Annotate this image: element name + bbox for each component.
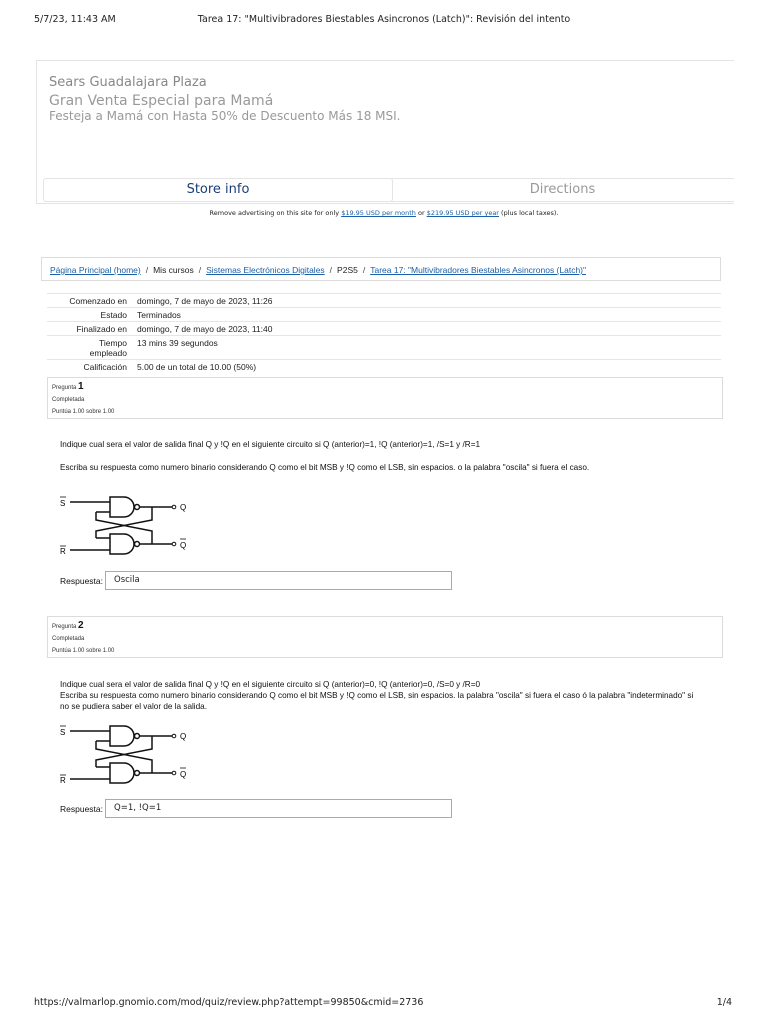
summary-row [47, 307, 721, 321]
remove-ads-text: or [415, 209, 427, 217]
question-info-box [47, 616, 723, 658]
print-title: Tarea 17: "Multivibradores Biestables Asincronos (Latch)": Revisión del intento [197, 14, 571, 25]
remove-ads-text: Remove advertising on this site for only [209, 209, 342, 217]
question-state: Completada [52, 636, 85, 642]
question-number: 1 [78, 381, 84, 392]
circuit-label-qbar: Q [180, 770, 187, 779]
breadcrumb-section: P2S5 [337, 265, 358, 275]
remove-ads-year-link[interactable]: $219.95 USD per year [426, 209, 499, 217]
summary-key: Finalizado en [76, 324, 127, 334]
remove-ads-notice [0, 209, 768, 217]
question-mark: Puntúa 1.00 sobre 1.00 [52, 648, 115, 654]
circuit-label-s: S [60, 728, 66, 737]
circuit-label-q: Q [180, 732, 187, 741]
summary-value: domingo, 7 de mayo de 2023, 11:26 [137, 296, 273, 306]
summary-value: domingo, 7 de mayo de 2023, 11:40 [137, 324, 273, 334]
question-number: 2 [78, 620, 84, 631]
breadcrumb-course-link[interactable]: Sistemas Electrónicos Digitales [206, 265, 325, 275]
remove-ads-text: (plus local taxes). [498, 209, 559, 217]
remove-ads-month-link[interactable]: $19.95 USD per month [341, 209, 416, 217]
circuit-label-r: R [60, 776, 66, 785]
breadcrumb [41, 257, 721, 281]
question-mark: Puntúa 1.00 sobre 1.00 [52, 409, 115, 415]
ad-directions-button[interactable]: Directions [391, 178, 734, 202]
ad-banner[interactable] [36, 60, 734, 204]
summary-row [47, 335, 721, 359]
summary-row [47, 293, 721, 307]
breadcrumb-quiz-link[interactable]: Tarea 17: "Multivibradores Biestables Asincronos (Latch)" [370, 265, 587, 275]
print-url: https://valmarlop.gnomio.com/mod/quiz/review.php?attempt=99850&cmid=2736 [34, 997, 424, 1008]
question-text: Indique cual sera el valor de salida final Q y !Q en el siguiente circuito si Q (anterior)=0, !Q (anterior)=0, /S=0 y /R=0 [60, 680, 481, 689]
breadcrumb-separator: / [145, 265, 149, 275]
answer-field[interactable]: Oscila [105, 571, 452, 590]
ad-store-info-button[interactable]: Store info [43, 178, 393, 202]
circuit-label-q: Q [180, 503, 187, 512]
ad-headline[interactable]: Gran Venta Especial para Mamá [49, 93, 274, 109]
sr-latch-circuit-diagram [60, 494, 200, 556]
summary-key: Tiempo empleado [89, 338, 127, 358]
answer-label: Respuesta: [60, 576, 103, 586]
circuit-label-s: S [60, 499, 66, 508]
summary-row [47, 321, 721, 335]
print-page-number: 1/4 [716, 997, 732, 1008]
breadcrumb-separator: / [329, 265, 333, 275]
question-label: Pregunta [52, 624, 77, 630]
summary-value: Terminados [137, 310, 181, 320]
ad-description: Festeja a Mamá con Hasta 50% de Descuento Más 18 MSI. [49, 109, 401, 123]
summary-key: Calificación [83, 362, 127, 372]
summary-value: 5.00 de un total de 10.00 (50%) [137, 362, 257, 372]
summary-key: Estado [100, 310, 127, 320]
answer-label: Respuesta: [60, 804, 103, 814]
summary-key: Comenzado en [69, 296, 127, 306]
summary-row [47, 359, 721, 373]
ad-store-name: Sears Guadalajara Plaza [49, 75, 207, 90]
question-instructions: Escriba su respuesta como numero binario considerando Q como el bit MSB y !Q como el LSB, sin espacios. la palabra "oscila" si fuera el caso ó la palabra "indeterminado" si no se pudiera saber el valor de la salida. [60, 691, 694, 711]
question-instructions: Escriba su respuesta como numero binario considerando Q como el bit MSB y !Q como el LSB, sin espacios. o la palabra "oscila" si fuera el caso. [60, 463, 590, 472]
breadcrumb-my-courses: Mis cursos [153, 265, 194, 275]
breadcrumb-separator: / [362, 265, 366, 275]
print-datetime: 5/7/23, 11:43 AM [34, 14, 116, 25]
question-info-box [47, 377, 723, 419]
answer-field[interactable]: Q=1, !Q=1 [105, 799, 452, 818]
sr-latch-circuit-diagram [60, 723, 200, 785]
question-state: Completada [52, 397, 85, 403]
circuit-label-r: R [60, 547, 66, 556]
circuit-label-qbar: Q [180, 541, 187, 550]
breadcrumb-separator: / [198, 265, 202, 275]
summary-value: 13 mins 39 segundos [137, 338, 218, 348]
question-label: Pregunta [52, 385, 77, 391]
breadcrumb-home-link[interactable]: Página Principal (home) [50, 265, 141, 275]
attempt-summary-table [47, 293, 721, 373]
question-text: Indique cual sera el valor de salida final Q y !Q en el siguiente circuito si Q (anterior)=1, !Q (anterior)=1, /S=1 y /R=1 [60, 440, 481, 449]
